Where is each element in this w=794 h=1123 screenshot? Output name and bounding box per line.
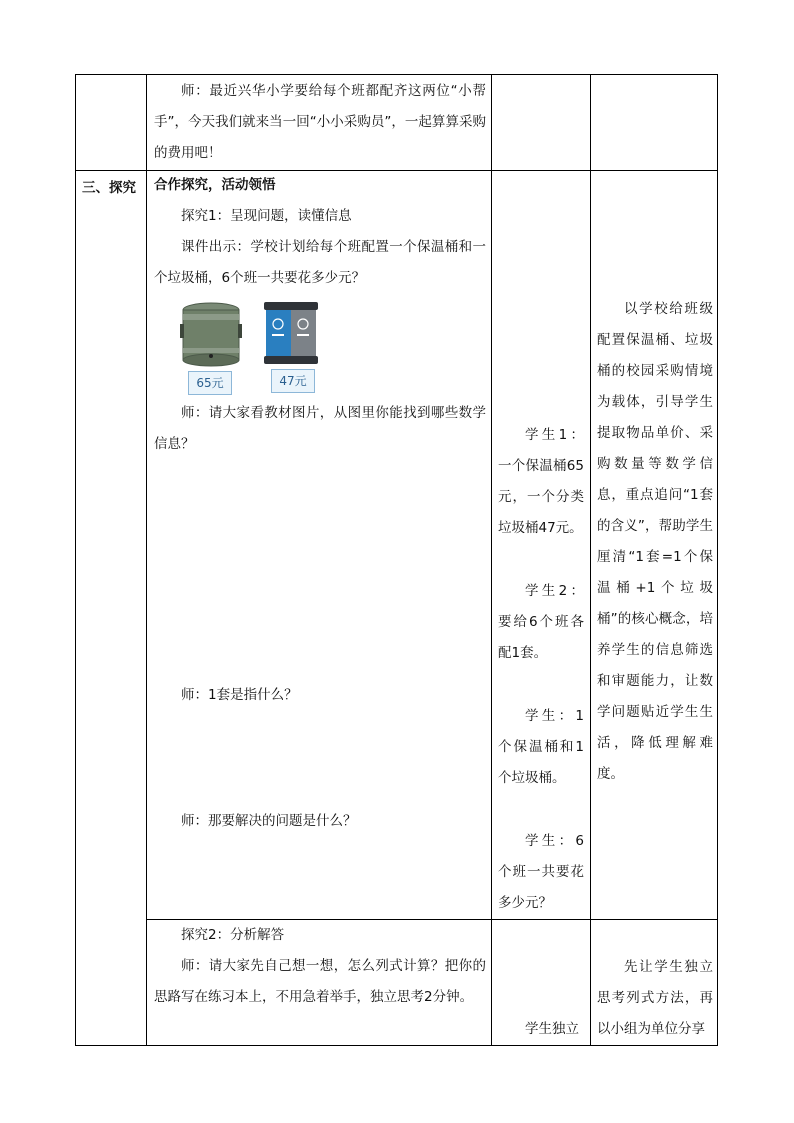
sorting-bin-image xyxy=(262,302,320,366)
question-1: 师：请大家看教材图片，从图里你能找到哪些数学信息？ xyxy=(154,405,486,452)
task2-title: 探究2：分析解答 xyxy=(181,927,285,943)
question-2: 师：1套是指什么？ xyxy=(181,687,298,703)
question-3: 师：那要解决的问题是什么？ xyxy=(181,813,357,829)
process-cell xyxy=(154,170,486,294)
task2-teacher: 师：请大家先自己想一想，怎么列式计算？把你的思路写在练习本上，不用急着举手，独立思考2分钟。 xyxy=(154,958,486,1005)
intro-text: 师：最近兴华小学要给每个班都配齐这两位“小帮手”，今天我们就来当一回“小小采购员”，一起算算采购的费用吧！ xyxy=(154,83,486,161)
price-tag-bin: 47元 xyxy=(271,369,315,393)
student-answer-2: 学生2：要给6个班各配1套。 xyxy=(498,583,584,661)
price-tag-insulated: 65元 xyxy=(188,371,232,395)
intro-cell xyxy=(154,76,486,169)
task2-design: 先让学生独立思考列式方法，再以小组为单位分享 xyxy=(597,959,713,1037)
student-answer-4: 学生：6个班一共要花多少元？ xyxy=(498,833,584,911)
student-answer-1: 学生1：一个保温桶65元，一个分类垃圾桶47元。 xyxy=(498,427,584,536)
task2-cell xyxy=(154,920,486,1013)
student-answer-3: 学生：1个保温桶和1个垃圾桶。 xyxy=(498,708,584,786)
task2-student: 学生独立 xyxy=(525,1021,579,1037)
stage-label: 三、探究 xyxy=(82,180,136,196)
col-divider-1 xyxy=(146,74,147,1046)
col-divider-3 xyxy=(590,74,591,1046)
courseware-text: 课件出示：学校计划给每个班配置一个保温桶和一个垃圾桶，6个班一共要花多少元？ xyxy=(154,239,486,286)
col-divider-2 xyxy=(491,74,492,1046)
insulated-bucket-image xyxy=(180,300,242,368)
task1-title: 探究1：呈现问题，读懂信息 xyxy=(181,208,352,224)
design-intent: 以学校给班级配置保温桶、垃圾桶的校园采购情境为载体，引导学生提取物品单价、采购数量等数学信息，重点追问“1套的含义”，帮助学生厘清“1套=1个保温桶+1个垃圾桶”的核心概念，培养学生的信息筛选和审题能力，让数学问题贴近学生生活，降低理解难度。 xyxy=(597,301,713,782)
section-heading: 合作探究，活动领悟 xyxy=(154,177,276,193)
